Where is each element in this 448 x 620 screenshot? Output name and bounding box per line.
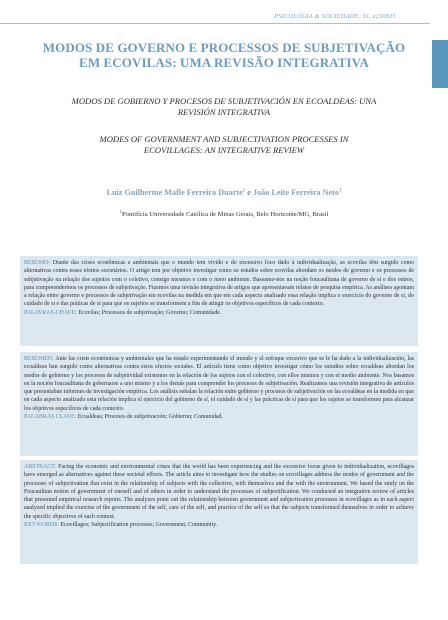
author-1-affil-mark: 1: [242, 188, 246, 194]
keywords-label: KEYWORDS:: [24, 522, 60, 529]
title-english: MODES OF GOVERNMENT AND SUBJECTIVATION PROCESSES IN ECOVILLAGES: AN INTEGRATIVE REVIEW: [99, 134, 349, 155]
keywords-line-portuguese: [24, 309, 414, 317]
title-portuguese: MODOS DE GOVERNO E PROCESSOS DE SUBJETIVAÇÃO EM ECOVILAS: UMA REVISÃO INTEGRATIVA: [42, 40, 406, 70]
author-2: João Leite Ferreira Neto: [252, 188, 339, 197]
abstract-text: Facing the economic and environmental crises that the world has been experiencing and the excessive focus given to individualization, ecovillages have emerged as alternatives against these societal effects. The article aims to investigate how the studies on ecovillages address the modes of government and the processes of subjectivation that exist in the relationship of subjects with the collective, with themselves and the with the environment. We based the study on the Foucaultian notion of government of oneself and of others in order to understand the processes of subjectification. We conducted an integrative review of articles that presented empirical research reports. The analyzes point out the relationship between government and subjectivation processes in ecovillages as in each aspect analyzed implied the exercise of the government of the self, care of the self, and practice of the self so that the subjects transformed themselves in order to achieve the specific objectives of each context.: [24, 464, 414, 520]
abstract-box-english: [20, 460, 418, 564]
affiliation-mark: 1: [119, 209, 123, 214]
title-spanish: MODOS DE GOBIERNO Y PROCESOS DE SUBJETIVACIÓN EN ECOALDEAS: UNA REVISIÓN INTEGRATIVA: [71, 96, 377, 117]
author-1: Luiz Guilherme Mafle Ferreira Duarte: [106, 188, 243, 197]
header-rule: [0, 23, 430, 24]
abstract-label: ABSTRACT:: [24, 464, 57, 470]
keywords-text: Ecovillages; Subjectification processes; Government; Community.: [59, 522, 218, 529]
resumen-label: RESUMEN:: [24, 356, 54, 362]
palabras-clave-label: PALABRAS CLAVE:: [24, 414, 77, 421]
resumen-text: Ante las crisis económicas y ambientales que ha estado experimentando el mundo y el enfoque excesivo que se le ha dado a la individualización, las ecoaldeas han surgido como alternativas contra estos efectos sociales. El artículo tiene como objetivo investigar cómo los estudios sobre ecoaldeas abordan los modos de gobierno y los procesos de subjetividad existentes en la relación de los sujetos con el colectivo, con ellos mismos y con el medio ambiente. Nos basamos en la noción foucaultiana de gobernarse a uno mismo y a los demás para comprender los procesos de subjetivación. Realizamos una revisión integrativa de artículos que presentaban informes de investigación empírica. Los análisis señalan la relación entre gobierno y procesos de subjetivación en las ecoaldeas en la medida en que en cada aspecto analizado esta relación implica el ejercicio del gobierno de sí, el cuidado de sí y las prácticas de sí para que los sujetos se transformen para alcanzar los objetivos específicos de cada contexto.: [24, 356, 414, 412]
running-header: [0, 0, 448, 30]
palavras-chave-text: Ecovilas; Processos de subjetivação; Governo; Comunidade.: [76, 309, 222, 316]
journal-citation: PSICOLOGIA & SOCIEDADE, 33, e230825: [274, 13, 396, 20]
author-separator: e: [247, 188, 251, 197]
abstract-box-spanish: [20, 352, 418, 456]
keywords-line-spanish: [24, 413, 414, 421]
affiliation-text: Pontifícia Universidade Católica de Minas Gerais, Belo Horizonte/MG, Brasil: [122, 211, 329, 219]
resumo-label: RESUMO:: [24, 260, 51, 266]
authors-line: [40, 188, 408, 197]
palavras-chave-label: PALAVRAS-CHAVE:: [24, 309, 77, 316]
resumo-text: Diante das crises econômicas e ambientais que o mundo tem vivido e do excessivo foco dado à individualização, as ecovilas têm surgido como alternativas contra esses efeitos societários. O artigo tem por objetivo investigar como os estudos sobre ecovilas abordam os modos de governo e os processos de subjetivação na relação dos sujeitos com o coletivo, consigo mesmos e com o meio ambiente. Baseamo-nos na noção foucaultiana de governo de si e dos outros, para compreendermos os processos de subjetivação. Fizemos uma revisão integrativa de artigos que apresentavam relatos de pesquisa empírica. As análises apontam a relação entre governo e processos de subjetivação em ecovilas na medida em que em cada aspecto analisado essa relação implica o exercício do governo de si, do cuidado de si e das práticas de si para que os sujeitos se transformem a fim de atingir os objetivos específicos de cada contexto.: [24, 260, 414, 308]
affiliation: [40, 209, 408, 218]
abstract-box-portuguese: [20, 256, 418, 346]
palabras-clave-text: Ecoaldeas; Procesos de subjetivación; Gobierno; Comunidad.: [76, 414, 223, 421]
side-tab-marker: [432, 40, 448, 88]
author-2-affil-mark: 1: [339, 188, 342, 194]
keywords-line-english: [24, 521, 414, 529]
